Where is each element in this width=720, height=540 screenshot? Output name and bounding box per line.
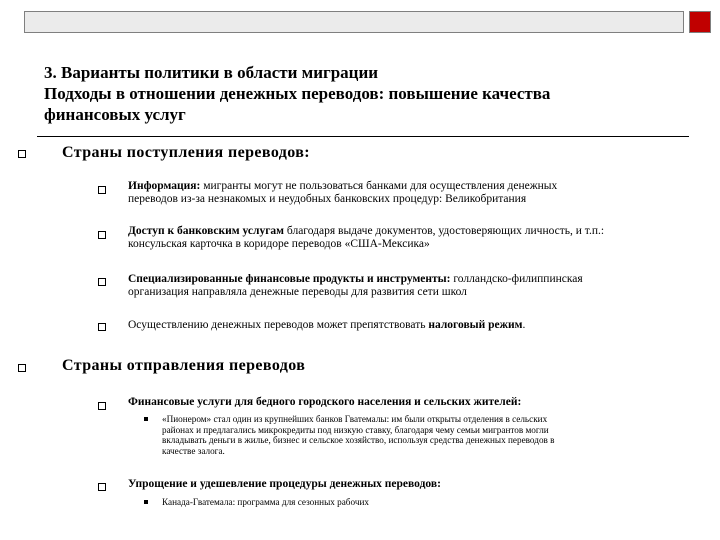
sub-bullet-icon [144,500,148,504]
item-text: благодаря выдаче документов, удостоверяющих личность, и т.п.: [284,225,605,237]
bullet-square-icon [98,186,106,194]
item-bold-label: Специализированные финансовые продукты и инструменты: [128,273,451,285]
sub-item-line: «Пионером» стал один из крупнейших банков Гватемалы: им были открыты отделения в сельских [162,414,548,424]
bullet-square-icon [98,323,106,331]
item-text: мигранты могут не пользоваться банками для осуществления денежных [200,180,558,192]
item-text-continued: переводов из-за незнакомых и неудобных банковских процедур: Великобритания [128,193,527,205]
sub-item-line: вкладывать деньги в жилье, бизнес и сельское хозяйство, используя средства денежных переводов в [162,435,555,445]
bullet-square-icon [98,231,106,239]
list-item-information [128,180,718,206]
item-text-continued: консульская карточка в коридоре переводов «США-Мексика» [128,238,430,250]
item-text: голландско-филиппинская [450,273,583,285]
bullet-square-icon [18,150,26,158]
section-heading-sending: Страны отправления переводов [62,357,306,374]
top-accent-square [689,11,711,33]
top-decorative-bar [24,11,684,33]
list-item-bank-access [128,225,718,251]
item-bold-label: Финансовые услуги для бедного городского населения и сельских жителей: [128,396,522,408]
sub-item-guatemala-bank [162,414,712,456]
sub-item-line: районах и предлагались микрокредиты под низкую ставку, благодаря чему семьи мигрантов могли [162,424,549,435]
list-item-financial-services [128,396,718,409]
item-text-tail: . [522,319,526,331]
slide-title [44,62,684,125]
bullet-square-icon [98,483,106,491]
list-item-tax-regime [128,319,718,332]
title-divider [37,136,689,137]
item-bold-label: Информация: [128,180,201,192]
sub-item-seasonal-workers [162,497,712,508]
bullet-square-icon [18,364,26,372]
list-item-simplification [128,478,718,491]
title-line-3: финансовых услуг [44,105,186,124]
section-heading-receiving: Страны поступления переводов: [62,144,311,161]
sub-bullet-icon [144,417,148,421]
item-text: Осуществлению денежных переводов может препятствовать [128,319,429,331]
item-text-continued: организация направляла денежные переводы для развития сети школ [128,286,467,298]
sub-item-line: качестве залога. [162,445,225,456]
bullet-square-icon [98,278,106,286]
item-bold-label: Доступ к банковским услугам [128,225,285,237]
title-line-2: Подходы в отношении денежных переводов: повышение качества [44,84,551,103]
item-bold-label: налоговый режим [428,319,523,331]
list-item-special-products [128,273,718,299]
title-line-1: 3. Варианты политики в области миграции [44,63,379,82]
item-bold-label: Упрощение и удешевление процедуры денежных переводов: [128,478,441,490]
sub-item-line: Канада-Гватемала: программа для сезонных рабочих [162,497,369,507]
bullet-square-icon [98,402,106,410]
